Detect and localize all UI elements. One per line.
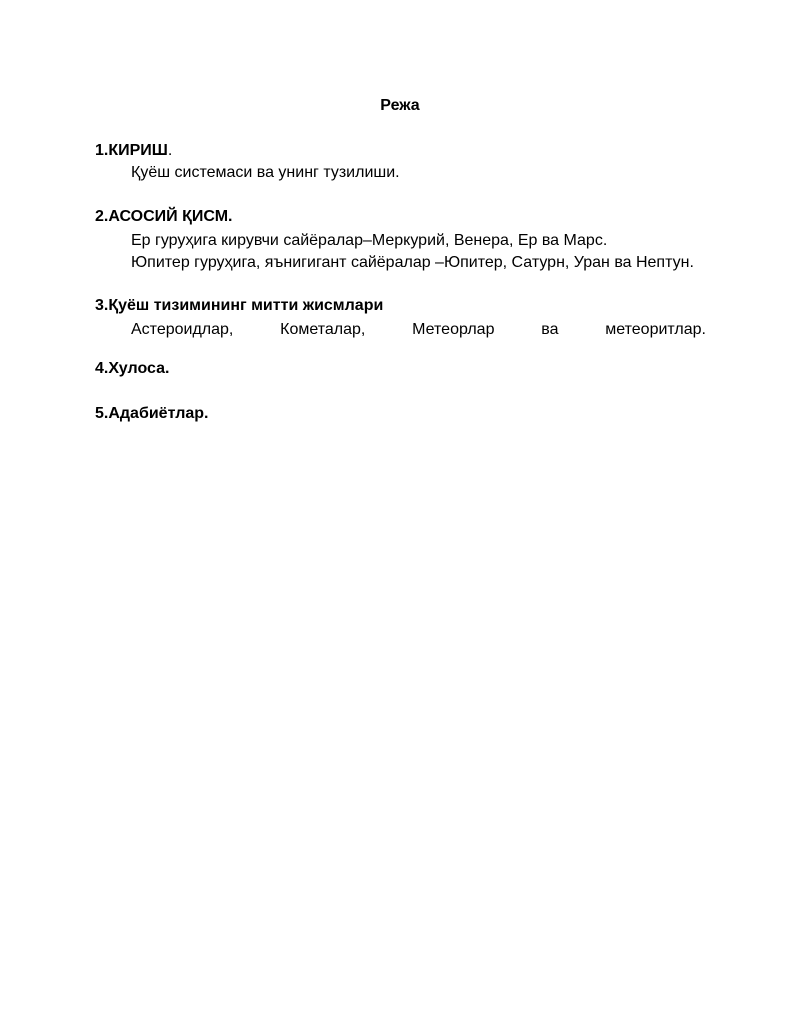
- section-heading-references: 5.Адабиётлар.: [95, 405, 209, 422]
- section-heading-suffix: .: [167, 142, 173, 159]
- justified-word: метеоритлар.: [605, 321, 706, 338]
- section-justified-line: [131, 319, 706, 341]
- section-heading-main-part: 2.АСОСИЙ ҚИСМ.: [95, 208, 233, 225]
- section-heading-conclusion: 4.Хулоса.: [95, 360, 170, 377]
- section-heading-text: 1.КИРИШ: [95, 142, 168, 159]
- document-title: Режа: [380, 97, 420, 114]
- section-heading-introduction: [95, 140, 172, 162]
- section-line: Ер гуруҳига кирувчи сайёралар–Меркурий, Венера, Ер ва Марс.: [131, 232, 608, 249]
- justified-word: Кометалар,: [280, 321, 366, 338]
- justified-word: ва: [541, 321, 559, 338]
- justified-word: Метеорлар: [412, 321, 495, 338]
- section-line: Юпитер гуруҳига, яънигигант сайёралар –Юпитер, Сатурн, Уран ва Нептун.: [131, 254, 694, 271]
- justified-word: Астероидлар,: [131, 321, 234, 338]
- section-line: Қуёш системаси ва унинг тузилиши.: [131, 164, 400, 181]
- section-heading-small-bodies: 3.Қуёш тизимининг митти жисмлари: [95, 297, 384, 314]
